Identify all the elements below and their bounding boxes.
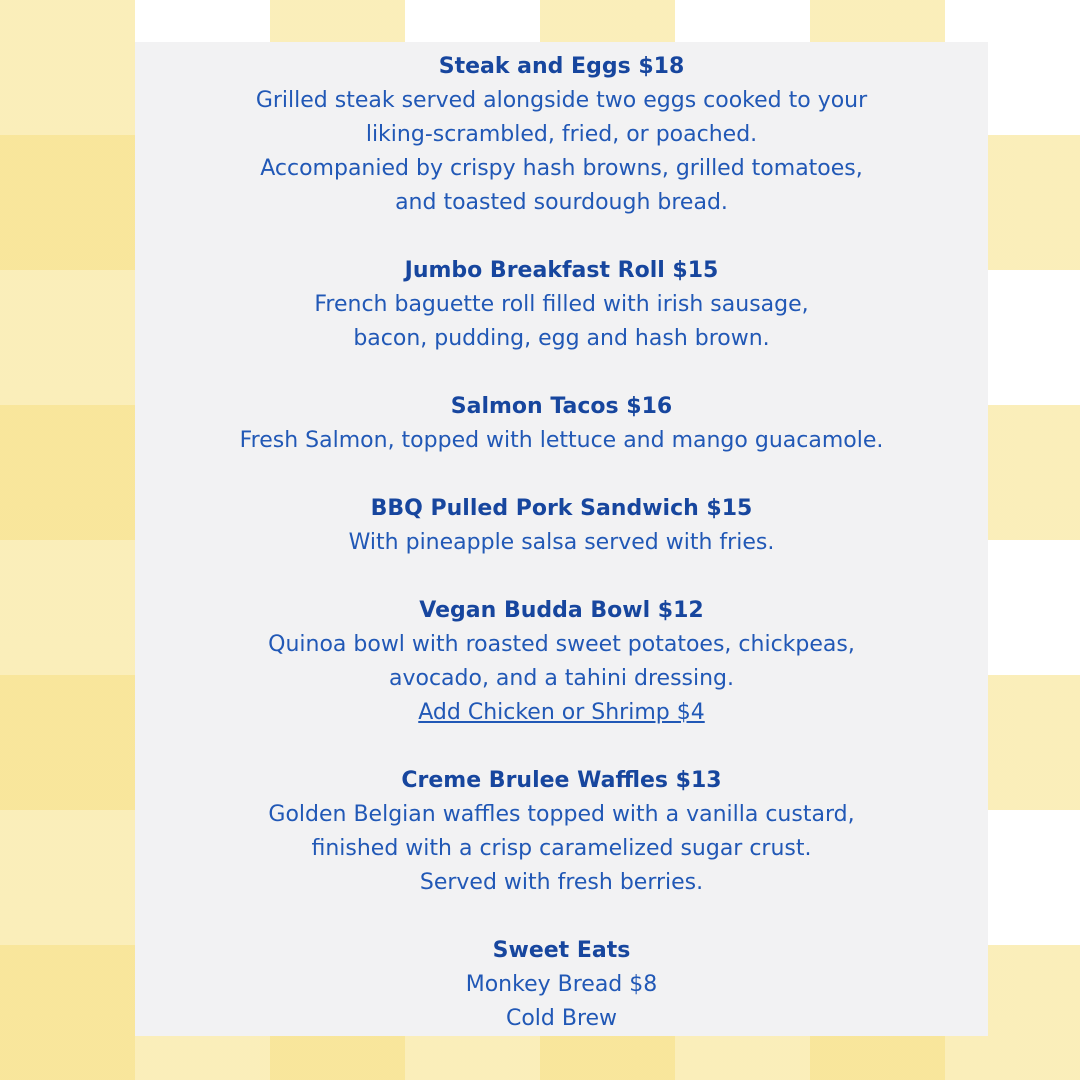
sweet-eats-item: Cold Brew [505, 1006, 618, 1031]
item-description-line: Golden Belgian waffles topped with a vanilla custard, [268, 802, 855, 827]
section-title-sweet-eats: Sweet Eats [492, 938, 631, 963]
menu-item-jumbo-breakfast-roll [135, 254, 988, 356]
menu-item-sweet-eats [135, 934, 988, 1036]
menu-item-vegan-budda-bowl [135, 594, 988, 730]
add-chicken-or-shrimp-link[interactable]: Add Chicken or Shrimp $4 [418, 700, 705, 725]
menu-card [135, 42, 988, 1036]
item-description-line: avocado, and a tahini dressing. [388, 666, 735, 691]
menu-item-creme-brulee-waffles [135, 764, 988, 900]
item-description-line: Served with fresh berries. [419, 870, 704, 895]
addon-line [135, 696, 988, 730]
item-description-line: French baguette roll filled with irish sausage, [314, 292, 809, 317]
item-description-line: Fresh Salmon, topped with lettuce and mango guacamole. [239, 428, 884, 453]
menu-item-steak-and-eggs [135, 50, 988, 220]
item-title: Jumbo Breakfast Roll $15 [404, 258, 719, 283]
item-title: Creme Brulee Waffles $13 [401, 768, 722, 793]
menu-item-bbq-pulled-pork-sandwich [135, 492, 988, 560]
menu-item-salmon-tacos [135, 390, 988, 458]
item-title: BBQ Pulled Pork Sandwich $15 [370, 496, 753, 521]
item-description-line: and toasted sourdough bread. [395, 190, 728, 215]
item-description-line: Accompanied by crispy hash browns, grilled tomatoes, [260, 156, 863, 181]
item-description-line: With pineapple salsa served with fries. [348, 530, 775, 555]
item-title: Vegan Budda Bowl $12 [419, 598, 704, 623]
item-title: Salmon Tacos $16 [450, 394, 673, 419]
item-description-line: bacon, pudding, egg and hash brown. [353, 326, 770, 351]
item-description-line: Grilled steak served alongside two eggs cooked to your [255, 88, 868, 113]
item-title: Steak and Eggs $18 [438, 54, 685, 79]
item-description-line: finished with a crisp caramelized sugar crust. [311, 836, 812, 861]
item-description-line: Quinoa bowl with roasted sweet potatoes, chickpeas, [268, 632, 855, 657]
sweet-eats-item: Monkey Bread $8 [465, 972, 658, 997]
item-description-line: liking-scrambled, fried, or poached. [365, 122, 758, 147]
